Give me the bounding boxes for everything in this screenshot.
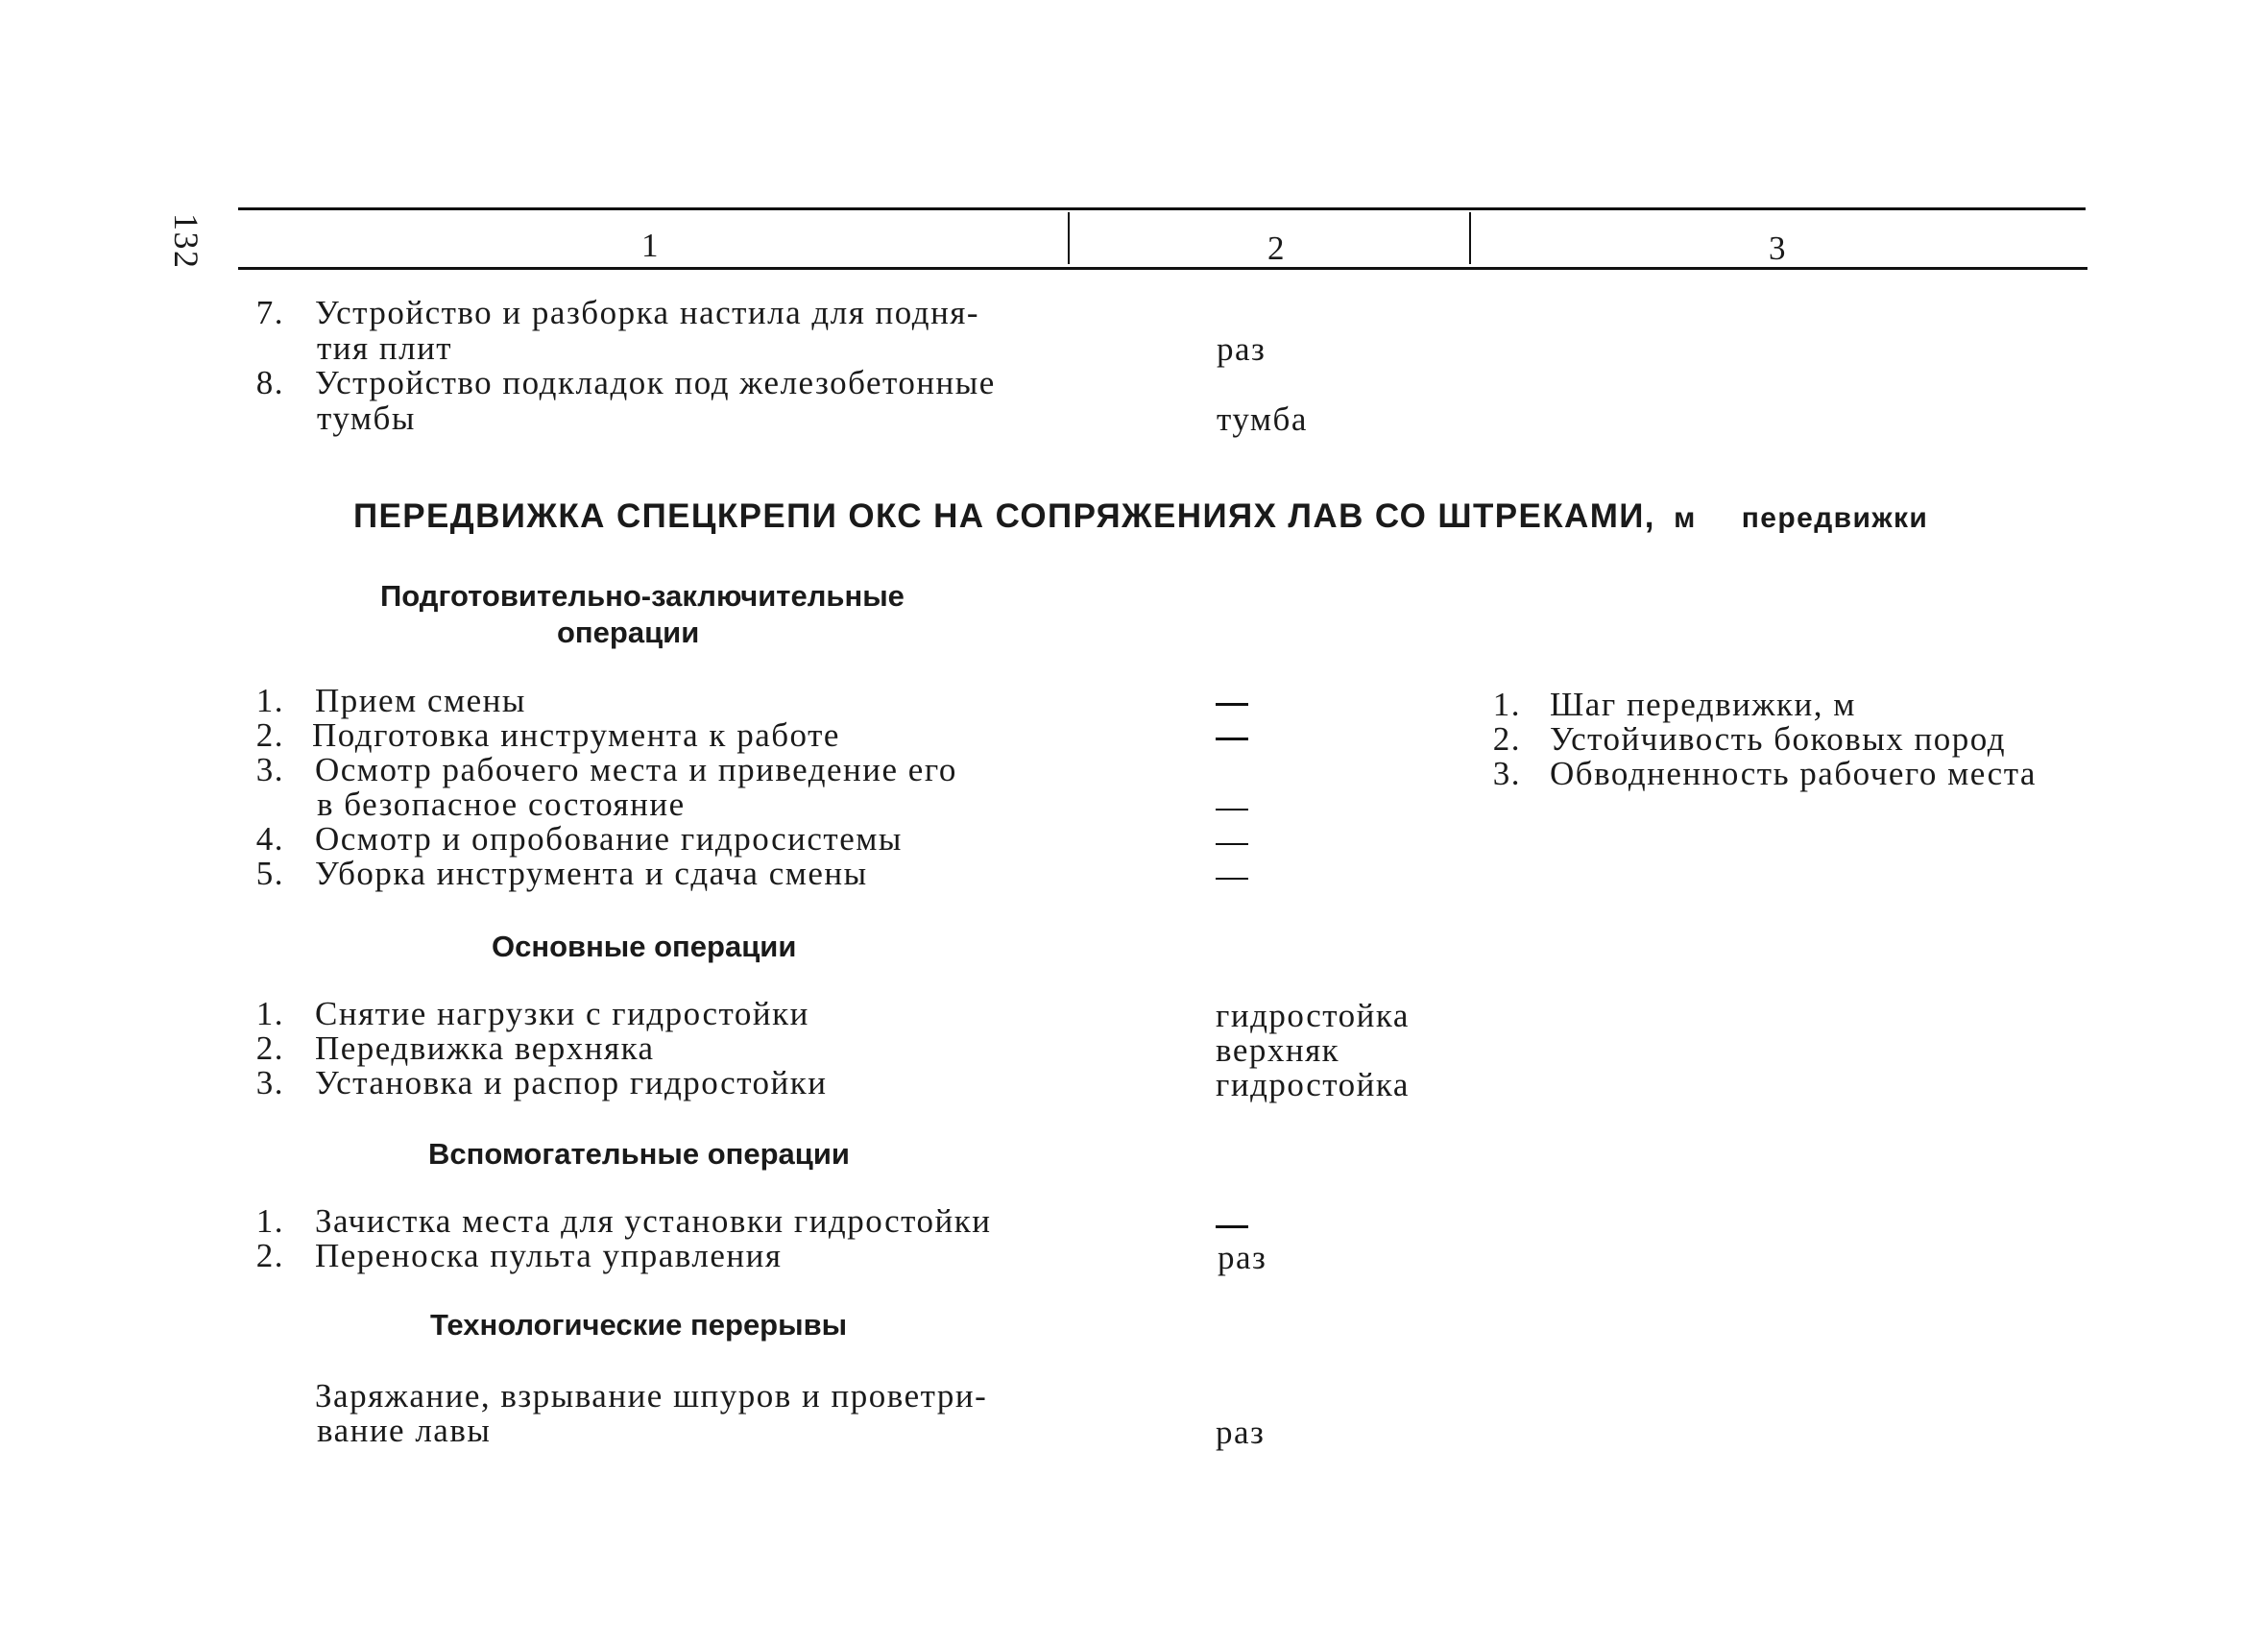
breaks-heading: Технологические перерывы: [430, 1308, 848, 1342]
item-unit: верхняк: [1216, 1031, 1340, 1069]
aux-heading: Вспомогательные операции: [428, 1137, 850, 1171]
item-text: Подготовка инструмента к работе: [312, 716, 840, 754]
item-unit-dash: [1216, 1225, 1248, 1228]
item-number: 5.: [255, 855, 284, 892]
item-text-cont: тумбы: [317, 399, 416, 437]
item-number: 4.: [255, 820, 284, 858]
item-number: 1.: [255, 682, 284, 719]
factor-text: Обводненность рабочего места: [1550, 755, 2037, 792]
item-number: 7.: [255, 294, 284, 331]
item-unit-dash: [1216, 878, 1248, 880]
item-number: 1.: [255, 995, 284, 1032]
item-text: Осмотр рабочего места и приведение его: [315, 751, 957, 788]
dash-values: ——————: [1212, 678, 1218, 679]
item-text-cont: вание лавы: [317, 1412, 492, 1449]
header-col-3: 3: [1769, 230, 1787, 267]
prep-heading: Подготовительно-заключительные: [380, 579, 905, 613]
header-divider-1: [1068, 212, 1070, 264]
item-unit: раз: [1218, 1239, 1267, 1276]
item-text: Устройство и разборка настила для подня-: [315, 294, 980, 331]
page-number: 132: [167, 213, 205, 270]
item-unit-dash: [1216, 809, 1248, 810]
header-col-1: 1: [641, 227, 660, 264]
item-unit-dash: [1216, 738, 1248, 740]
item-text: Установка и распор гидростойки: [315, 1064, 828, 1101]
item-text: Устройство подкладок под железобетонные: [315, 364, 996, 401]
item-text-cont: в безопасное состояние: [317, 786, 686, 823]
item-text: Зачистка места для установки гидростойки: [315, 1202, 992, 1240]
factor-number: 1.: [1492, 686, 1521, 723]
prep-heading-2: операции: [557, 616, 700, 649]
item-number: 3.: [255, 751, 284, 788]
section-unit-word: передвижки: [1741, 502, 1929, 534]
factor-number: 3.: [1492, 755, 1521, 792]
header-bottom-rule: [238, 267, 2087, 270]
header-top-rule: [238, 207, 2086, 210]
item-text: Прием смены: [315, 682, 526, 719]
item-unit-dash: [1216, 843, 1248, 845]
item-number: 2.: [255, 716, 284, 754]
item-text: Осмотр и опробование гидросистемы: [315, 820, 903, 858]
item-number: 3.: [255, 1064, 284, 1101]
header-col-2: 2: [1267, 230, 1286, 267]
item-text: Переноска пульта управления: [315, 1237, 783, 1274]
item-text: Уборка инструмента и сдача смены: [315, 855, 868, 892]
item-text: Снятие нагрузки с гидростойки: [315, 995, 809, 1032]
item-number: 2.: [255, 1237, 284, 1274]
item-number: 8.: [255, 364, 284, 401]
main-heading: Основные операции: [492, 930, 797, 963]
item-text: Заряжание, взрывание шпуров и проветри-: [315, 1377, 988, 1415]
section-title: [353, 497, 1928, 536]
item-text: Передвижка верхняка: [315, 1029, 655, 1067]
item-number: 2.: [255, 1029, 284, 1067]
section-title-text: ПЕРЕДВИЖКА СПЕЦКРЕПИ ОКС НА СОПРЯЖЕНИЯХ ЛАВ СО ШТРЕКАМИ,: [353, 497, 1655, 535]
item-unit-dash: [1216, 703, 1248, 706]
item-text-cont: тия плит: [317, 329, 453, 367]
item-unit: гидростойка: [1216, 997, 1410, 1034]
factor-text: Устойчивость боковых пород: [1550, 720, 2007, 758]
item-number: 1.: [255, 1202, 284, 1240]
section-unit-m: м: [1674, 502, 1697, 534]
factor-text: Шаг передвижки, м: [1550, 686, 1856, 723]
item-unit: тумба: [1217, 400, 1308, 438]
item-unit: гидростойка: [1216, 1066, 1410, 1103]
item-unit: раз: [1217, 330, 1267, 368]
factor-number: 2.: [1492, 720, 1521, 758]
header-divider-2: [1469, 212, 1471, 264]
item-unit: раз: [1216, 1414, 1266, 1451]
